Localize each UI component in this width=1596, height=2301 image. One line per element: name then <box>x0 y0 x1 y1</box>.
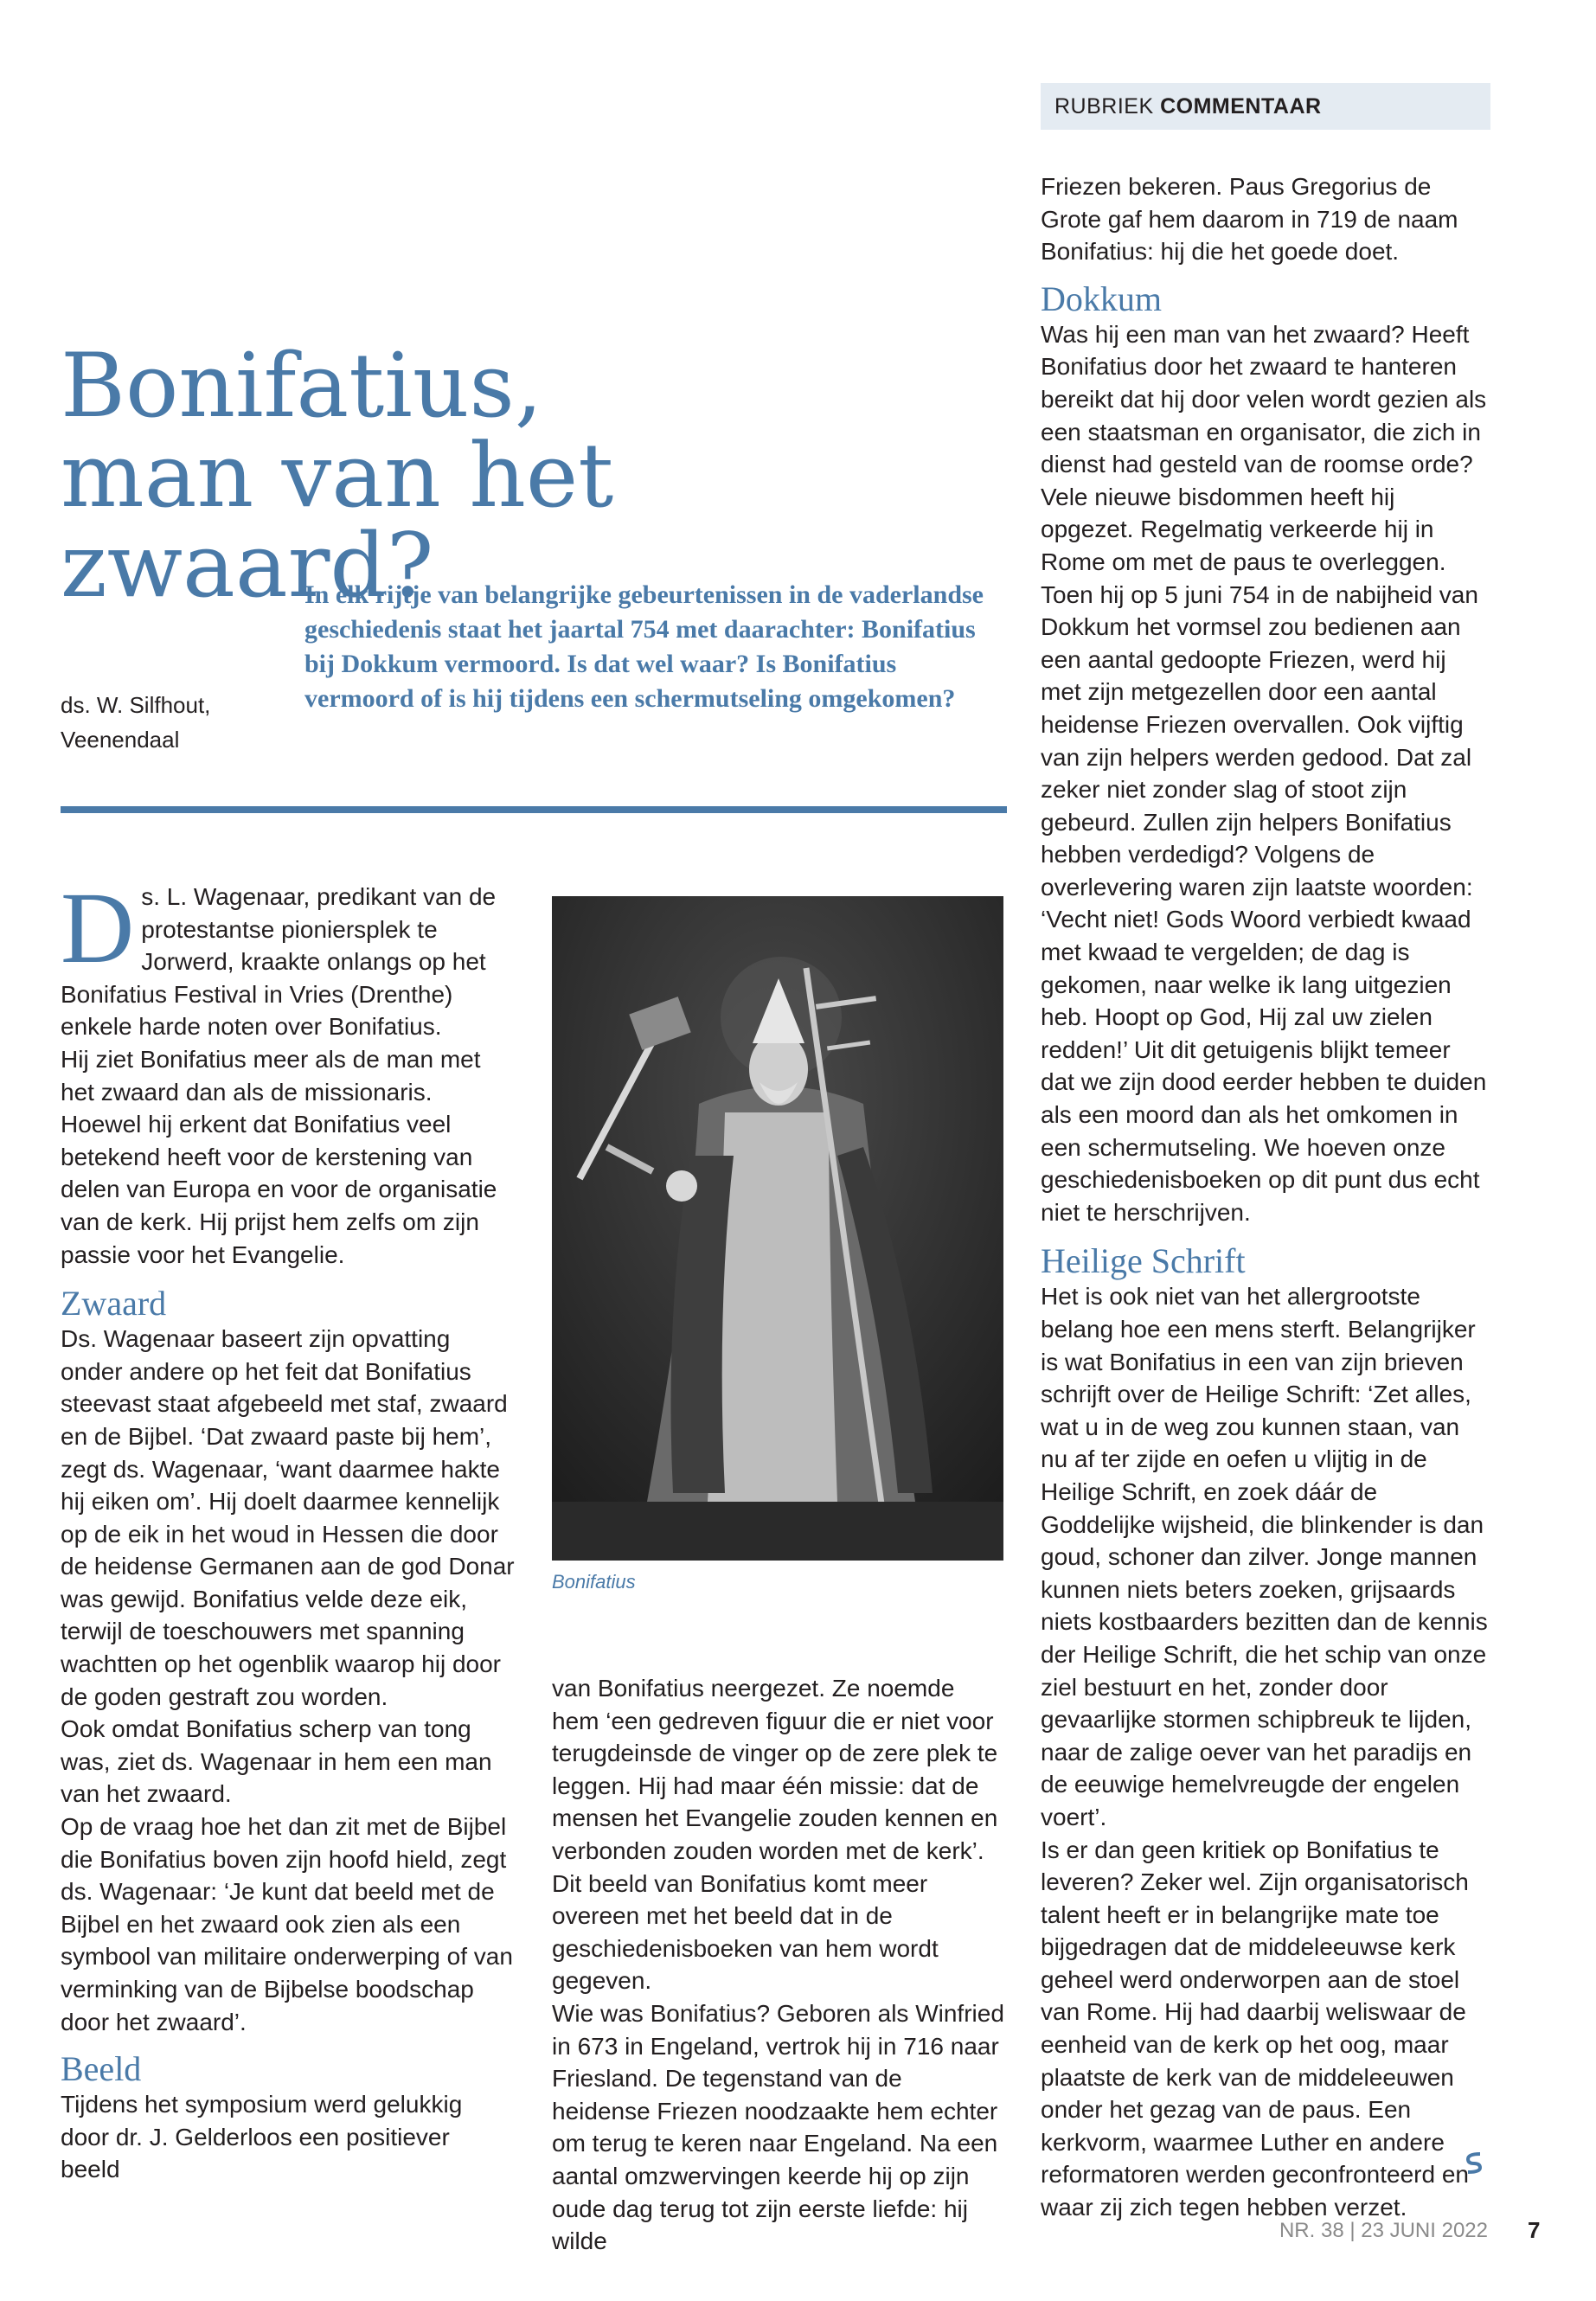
author-byline <box>61 688 251 757</box>
rubric-label: RUBRIEK <box>1054 94 1154 119</box>
opening-paragraph: Ds. L. Wagenaar, predikant van de protestantse pioniersplek te Jorwerd, kraakte onlangs op het Bonifatius Festival in Vries (Drenthe) enkele harde noten over Bonifatius. <box>61 871 497 1041</box>
paragraph: Toen hij op 5 juni 754 in de nabijheid van Dokkum het vormsel zou bedienen aan een aantal gedoopte Friezen, werd hij met zijn metgezellen door een aantal heidense Friezen overvallen. Ook vijftig van zijn helpers werden gedood. Dat zal zeker niet zonder slag of stoot zijn gebeurd. Zullen zijn helpers Bonifatius hebben verdedigd? Volgens de overlevering waren zijn laatste woorden: ‘Vecht niet! Gods Woord verbiedt kwaad met kwaad te vergelden; de dag is gekomen, naar welke ik lang uitgezien heb. Hoopt op God, Hij zal uw zielen redden!’ Uit dit getuigenis blijkt temeer dat we zijn dood eerder hebben te duiden als een moord dan als het omkomen in een schermutseling. We hoeven onze geschiedenisboeken op dit punt dus echt niet te herschrijven. <box>1041 580 1487 1226</box>
subheading-heilige-schrift: Heilige Schrift <box>1041 1241 1246 1281</box>
paragraph: Friezen bekeren. Paus Gregorius de Grote gaf hem daarom in 719 de naam Bonifatius: hij die het goede doet. <box>1041 173 1458 266</box>
rubric-name: COMMENTAAR <box>1160 94 1322 119</box>
end-mark-icon <box>1465 2151 1484 2174</box>
title-line-2: man van het zwaard? <box>61 425 614 618</box>
subheading-beeld: Beeld <box>61 2049 142 2089</box>
paragraph: Ds. Wagenaar baseert zijn opvatting onder andere op het feit dat Bonifatius steevast staat afgebeeld met staf, zwaard en de Bijbel. ‘Dat zwaard paste bij hem’, zegt ds. Wagenaar, ‘want daarmee hakte hij eiken om’. Hij doelt daarmee kennelijk op de eik in het woud in Hessen die door de heidense Germanen aan de god Donar was gewijd. Bonifatius velde deze eik, terwijl de toeschouwers met spanning wachtten op het ogenblik waarop hij door de goden gestraft zou worden. <box>61 1325 515 1710</box>
rubric-header <box>1041 83 1490 130</box>
paragraph: Tijdens het symposium werd gelukkig door dr. J. Gelderloos een positiever beeld <box>61 2091 463 2183</box>
page-title <box>61 335 995 618</box>
paragraph: Dit beeld van Bonifatius komt meer overeen met het beeld dat in de geschiedenisboeken van hem wordt gegeven. <box>552 1869 939 1995</box>
author-location: Veenendaal <box>61 727 180 753</box>
paragraph: Op de vraag hoe het dan zit met de Bijbel die Bonifatius boven zijn hoofd hield, zegt ds. Wagenaar: ‘Je kunt dat beeld met de Bijbel en het zwaard ook zien als een symbool van militaire onderwerping of van verminking van de Bijbelse boodschap door het zwaard’. <box>61 1813 513 2035</box>
paragraph: van Bonifatius neergezet. Ze noemde hem ‘een gedreven figuur die er niet voor terugdeinsde de vinger op de zere plek te leggen. Hij had maar één missie: dat de mensen het Evangelie zouden kennen en verbonden zouden worden met de kerk’. <box>552 1675 998 1864</box>
column-3 <box>1041 170 1490 2224</box>
drop-cap: D <box>61 871 135 984</box>
bonifatius-photo <box>552 896 1003 1561</box>
subheading-dokkum: Dokkum <box>1041 279 1162 318</box>
divider-rule <box>61 806 1007 813</box>
subheading-zwaard: Zwaard <box>61 1284 167 1324</box>
paragraph: Ook omdat Bonifatius scherp van tong was, ziet ds. Wagenaar in hem een man van het zwaard. <box>61 1715 492 1808</box>
photo-caption: Bonifatius <box>552 1571 636 1593</box>
intro-lead: In elk rijtje van belangrijke gebeurtenissen in de vaderlandse geschiedenis staat het jaartal 754 met daarachter: Bonifatius bij Dokkum vermoord. Is dat wel waar? Is Bonifatius vermoord of is hij tijdens een schermutseling omgekomen? <box>304 580 984 713</box>
issue-info: NR. 38 | 23 JUNI 2022 <box>1279 2219 1488 2242</box>
paragraph: Is er dan geen kritiek op Bonifatius te leveren? Zeker wel. Zijn organisatorisch talent heeft er in belangrijke mate toe bijgedragen dat de middeleeuwse kerk geheel werd onderworpen aan de stoel van Rome. Hij had daarbij weliswaar de eenheid van de kerk op het oog, maar plaatste de kerk van de middeleeuwen onder het gezag van de paus. Een kerkvorm, waarmee Luther en andere reformatoren werden geconfronteerd en waar zij zich tegen hebben verzet. <box>1041 1836 1469 2221</box>
column-1 <box>61 871 516 2186</box>
author-name: ds. W. Silfhout, <box>61 692 211 718</box>
column-2 <box>552 1672 1007 2258</box>
paragraph: Was hij een man van het zwaard? Heeft Bonifatius door het zwaard te hanteren bereikt dat hij door velen wordt gezien als een staatsman en organisator, die zich in dienst had gesteld van de roomse orde? Vele nieuwe bisdommen heeft hij opgezet. Regelmatig verkeerde hij in Rome om met de paus te overleggen. <box>1041 320 1487 575</box>
paragraph: Het is ook niet van het allergrootste belang hoe een mens sterft. Belangrijker is wat Bonifatius in een van zijn brieven schrijft over de Heilige Schrift: ‘Zet alles, wat u in de weg zou kunnen staan, van nu af ter zijde en oefen u vlijtig in de Heilige Schrift, en zoek dáár de Goddelijke wijsheid, die blinkender is dan goud, schoner dan zilver. Jonge mannen kunnen niets beters zoeken, grijsaards niets kostbaarders bezitten dan de kennis der Heilige Schrift, die het schip van onze ziel bestuurt en het, zonder door gevaarlijke stormen schipbreuk te lijden, naar de zalige oever van het paradijs en de eeuwige hemelvreugde der engelen voert’. <box>1041 1283 1488 1830</box>
paragraph: Wie was Bonifatius? Geboren als Winfried in 673 in Engeland, vertrok hij in 716 naar Friesland. De tegenstand van de heidense Friezen noodzaakte hem echter om terug te keren naar Engeland. Na een aantal omzwervingen keerde hij op zijn oude dag terug tot zijn eerste liefde: hij wilde <box>552 1999 1004 2255</box>
page-number: 7 <box>1528 2217 1541 2243</box>
title-line-1: Bonifatius, <box>61 335 543 438</box>
paragraph: Hij ziet Bonifatius meer als de man met het zwaard dan als de missionaris. Hoewel hij erkent dat Bonifatius veel betekend heeft voor de kerstening van delen van Europa en voor de organisatie van de kerk. Hij prijst hem zelfs om zijn passie voor het Evangelie. <box>61 1045 497 1268</box>
